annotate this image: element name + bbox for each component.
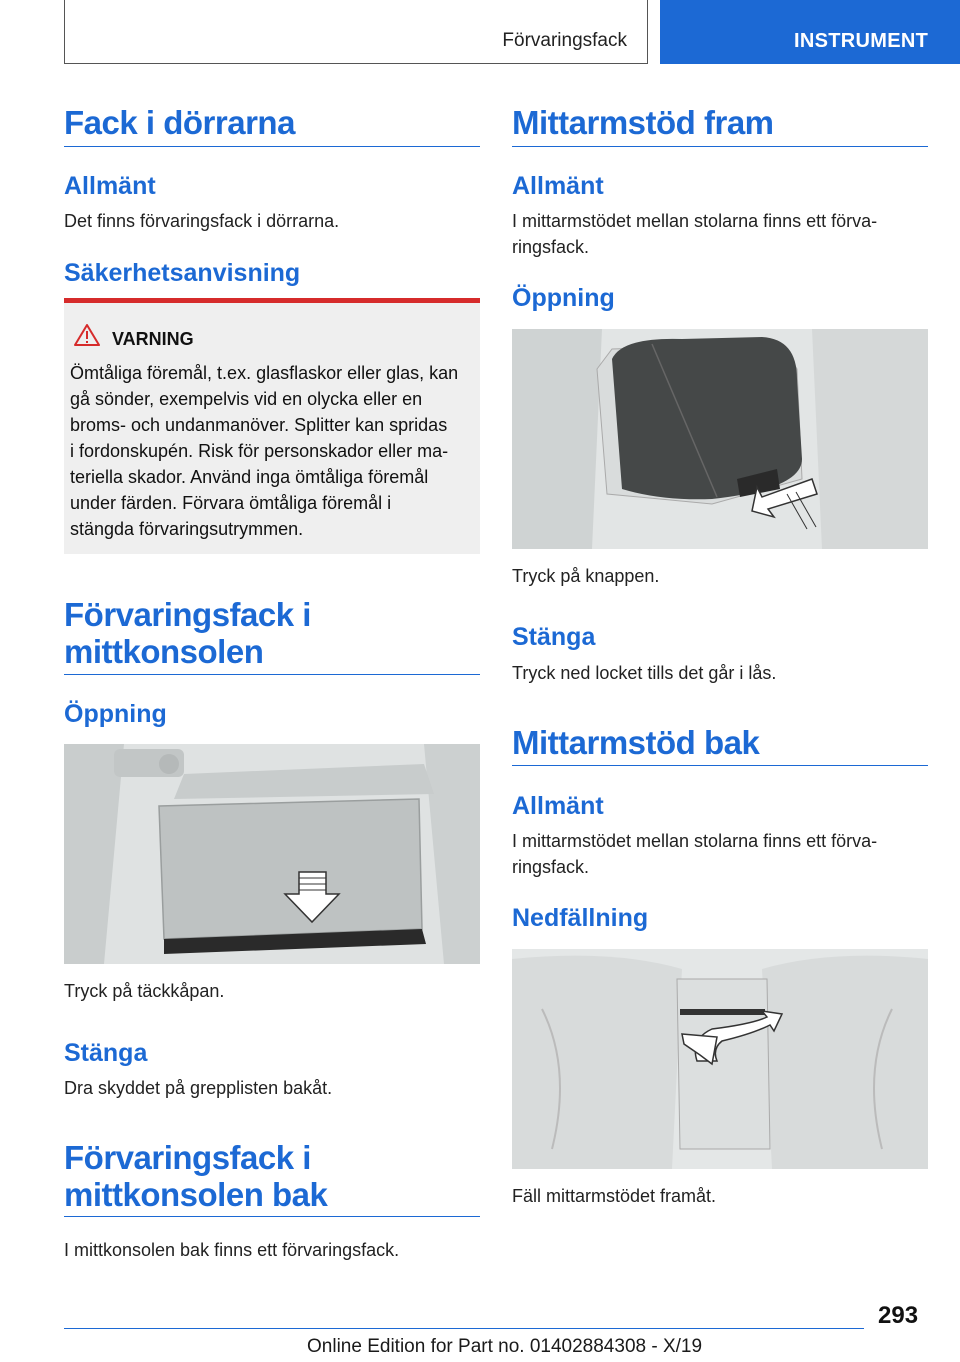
paragraph-open-front: Tryck på knappen. [512, 566, 660, 586]
paragraph-general-front: I mittarmstödet mellan stolarna finns ett förva- ringsfack. [512, 211, 878, 257]
subheading-general-front: Allmänt [512, 172, 604, 200]
subheading-general: Allmänt [64, 172, 156, 200]
paragraph-general-rear: I mittarmstödet mellan stolarna finns ett förva- ringsfack. [512, 831, 878, 877]
heading-center-console: Förvaringsfack i mittkonsolen [64, 596, 311, 670]
paragraph-console-rear: I mittkonsolen bak finns ett förvaringsfack. [64, 1240, 400, 1260]
subheading-close-front: Stänga [512, 623, 596, 651]
heading-rule [64, 1216, 480, 1217]
heading-rule [64, 146, 480, 147]
paragraph-close-front: Tryck ned locket tills det går i lås. [512, 663, 777, 683]
figure-rear-armrest [512, 949, 928, 1169]
heading-rule [512, 146, 928, 147]
paragraph-general: Det finns förvaringsfack i dörrarna. [64, 211, 340, 231]
subheading-safety: Säkerhetsanvisning [64, 259, 301, 287]
heading-rear-armrest: Mittarmstöd bak [512, 724, 760, 761]
heading-center-console-rear: Förvaringsfack i mittkonsolen bak [64, 1139, 328, 1213]
paragraph-close: Dra skyddet på grepplisten bakåt. [64, 1078, 333, 1098]
heading-door-compartments: Fack i dörrarna [64, 104, 295, 141]
footer-rule [64, 1328, 864, 1329]
header-section-box [64, 0, 648, 64]
warning-title: VARNING [112, 329, 194, 349]
subheading-fold: Nedfällning [512, 904, 649, 932]
subheading-open: Öppning [64, 700, 167, 728]
paragraph-open: Tryck på täckkåpan. [64, 981, 225, 1001]
warning-text: Ömtåliga föremål, t.ex. glasflaskor eller glas, kan gå sönder, exempelvis vid en olycka eller en broms- och undanmanöver. Splitter kan spridas i fordonskupén. Risk för personskador eller ma- teriella skador. Använd inga ömtåliga föremål under färden. Förvara ömtåliga föremål i stängda förvaringsutrymmen. [70, 363, 459, 539]
subheading-general-rear: Allmänt [512, 792, 604, 820]
header-chapter-title: INSTRUMENT [794, 30, 929, 52]
heading-rule [64, 674, 480, 675]
header-chapter-tab [660, 0, 960, 64]
heading-rule [512, 765, 928, 766]
subheading-close: Stänga [64, 1039, 148, 1067]
warning-bar [64, 298, 480, 303]
figure-console-cover [64, 744, 480, 964]
warning-triangle-icon [74, 323, 100, 347]
figure-front-armrest [512, 329, 928, 549]
header-section-title: Förvaringsfack [502, 30, 627, 51]
warning-box [64, 298, 480, 554]
paragraph-fold: Fäll mittarmstödet framåt. [512, 1186, 717, 1206]
heading-front-armrest: Mittarmstöd fram [512, 104, 774, 141]
page-number: 293 [878, 1302, 919, 1329]
subheading-open-front: Öppning [512, 284, 615, 312]
edition-text: Online Edition for Part no. 01402884308 - X/19 [307, 1336, 703, 1357]
